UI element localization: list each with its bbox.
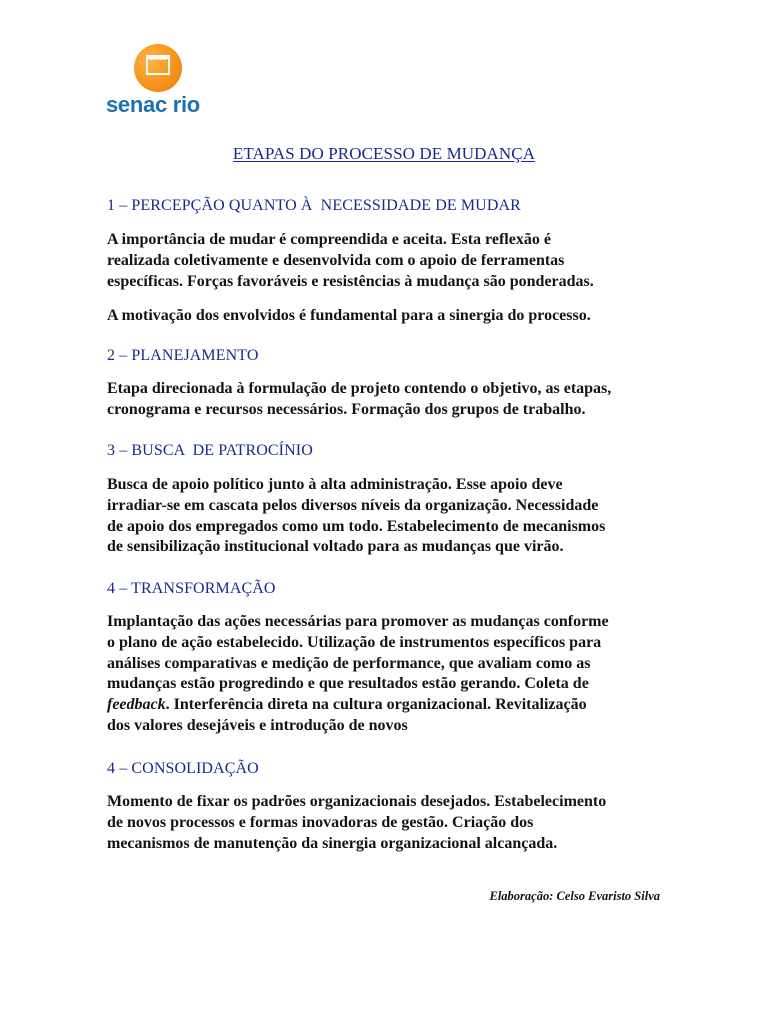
- section-heading-1: 1 – PERCEPÇÃO QUANTO À NECESSIDADE DE MUDAR: [107, 197, 521, 214]
- section-1-paragraph-1: [107, 230, 677, 292]
- text-line: A motivação dos envolvidos é fundamental para a sinergia do processo.: [107, 307, 591, 324]
- text-line: de novos processos e formas inovadoras de gestão. Criação dos: [107, 813, 534, 831]
- text-line: dos valores desejáveis e introdução de novos: [107, 716, 408, 734]
- text-line: cronograma e recursos necessários. Formação dos grupos de trabalho.: [107, 400, 586, 418]
- section-4-paragraph-1: [107, 612, 677, 737]
- text-line: de apoio dos empregados como um todo. Estabelecimento de mecanismos: [107, 517, 606, 535]
- section-2-paragraph-1: [107, 379, 677, 421]
- author-credit: Elaboração: Celso Evaristo Silva: [489, 889, 660, 903]
- italic-term: feedback: [107, 696, 166, 714]
- text-line: mudanças estão progredindo e que resultados estão gerando. Coleta de: [107, 675, 589, 693]
- text-line: o plano de ação estabelecido. Utilização de instrumentos específicos para: [107, 633, 602, 651]
- text-line: irradiar-se em cascata pelos diversos níveis da organização. Necessidade: [107, 496, 599, 514]
- senac-rio-logo: [106, 44, 212, 120]
- section-heading-3: 3 – BUSCA DE PATROCÍNIO: [107, 442, 313, 459]
- text-line: de sensibilização institucional voltado para as mudanças que virão.: [107, 538, 564, 556]
- page-title: ETAPAS DO PROCESSO DE MUDANÇA: [232, 144, 536, 163]
- section-heading-5: 4 – CONSOLIDAÇÃO: [107, 760, 259, 777]
- text-line-with-italic: [107, 695, 677, 716]
- section-1-paragraph-2: [107, 306, 677, 327]
- text-line: Implantação das ações necessárias para promover as mudanças conforme: [107, 613, 609, 630]
- text-line: Etapa direcionada à formulação de projeto contendo o objetivo, as etapas,: [107, 380, 612, 397]
- text-line: específicas. Forças favoráveis e resistências à mudança são ponderadas.: [107, 272, 594, 290]
- text-line: análises comparativas e medição de performance, que avaliam como as: [107, 654, 591, 672]
- section-heading-2: 2 – PLANEJAMENTO: [107, 347, 259, 364]
- text-line: Busca de apoio político junto à alta administração. Esse apoio deve: [107, 476, 563, 493]
- text-line: realizada coletivamente e desenvolvida com o apoio de ferramentas: [107, 251, 565, 269]
- text-line: mecanismos de manutenção da sinergia organizacional alcançada.: [107, 834, 558, 852]
- logo-badge-text: senac: [148, 56, 167, 62]
- senac-logo-badge-icon: [134, 44, 182, 92]
- logo-wordmark: senac rio: [106, 92, 200, 117]
- section-5-paragraph-1: [107, 792, 677, 854]
- text-line: A importância de mudar é compreendida e aceita. Esta reflexão é: [107, 231, 551, 248]
- text-fragment: . Interferência direta na cultura organizacional. Revitalização: [165, 696, 587, 714]
- section-heading-4: 4 – TRANSFORMAÇÃO: [107, 580, 276, 597]
- text-line: Momento de fixar os padrões organizacionais desejados. Estabelecimento: [107, 793, 607, 810]
- section-3-paragraph-1: [107, 475, 677, 558]
